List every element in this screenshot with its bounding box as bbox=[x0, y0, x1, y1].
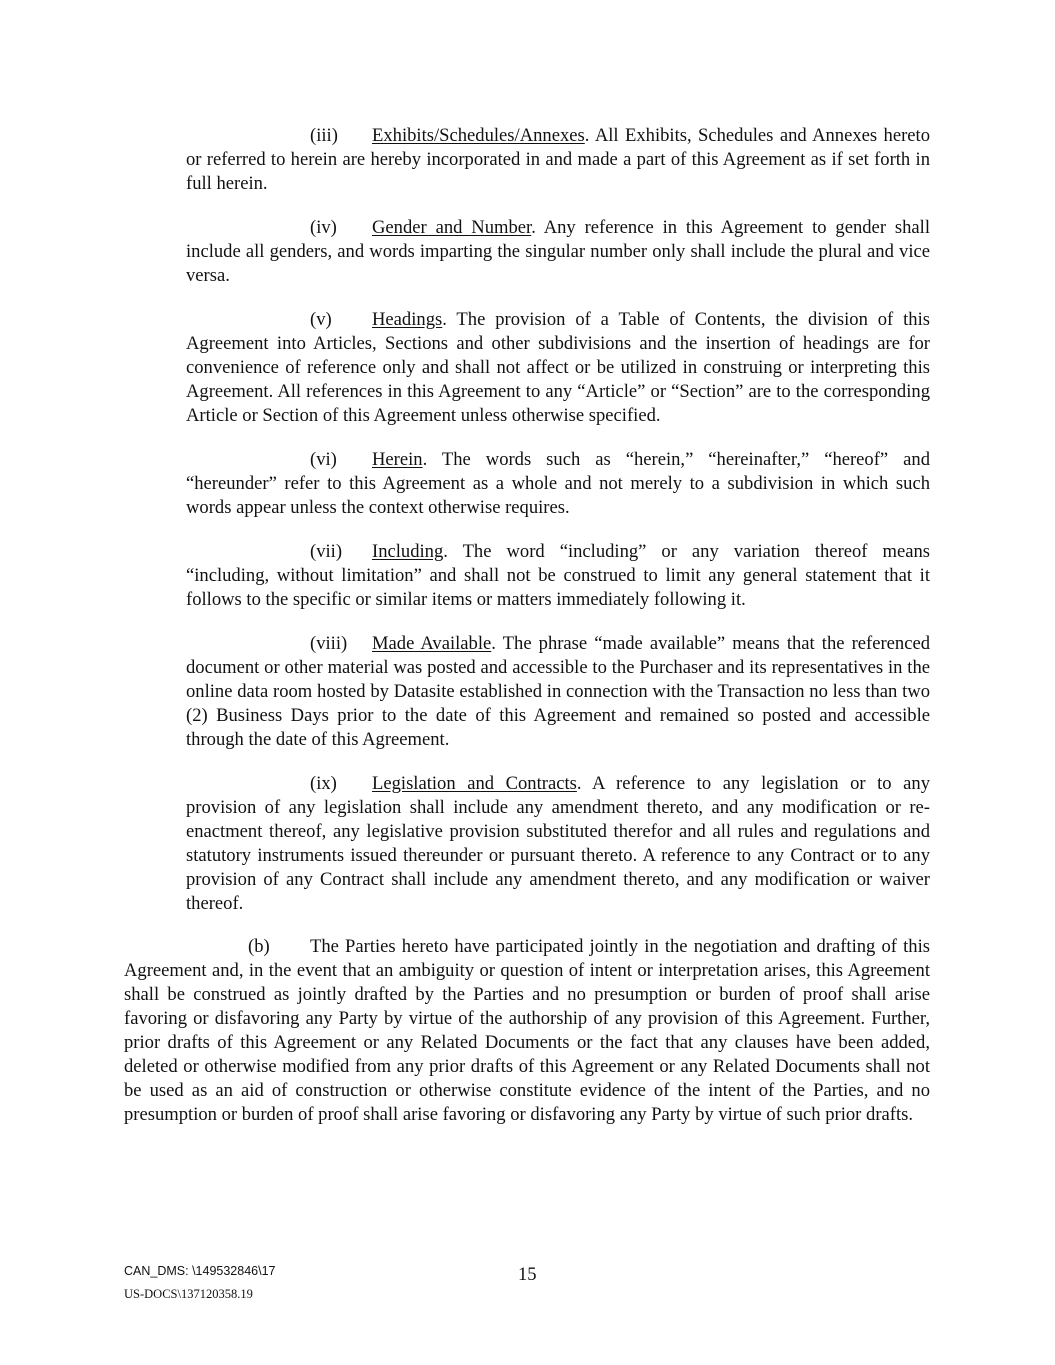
subsection-heading: Made Available bbox=[372, 633, 492, 654]
subsection-iii bbox=[186, 124, 930, 196]
section-number: (b) bbox=[248, 936, 270, 957]
section-b bbox=[124, 935, 930, 1127]
subsection-heading: Legislation and Contracts bbox=[372, 773, 577, 794]
subsection-text: . The words such as “herein,” “hereinafter,” “hereof” and “hereunder” refer to this Agreement as a whole and not merely to a subdivision in which such words appear unless the context otherwise requires. bbox=[186, 449, 930, 518]
subsection-heading: Including bbox=[372, 541, 444, 562]
subsection-text: . The word “including” or any variation thereof means “including, without limitation” and shall not be construed to limit any general statement that it follows to the specific or similar items or matters immediately following it. bbox=[186, 541, 930, 610]
subsection-number: (iv) bbox=[310, 217, 337, 238]
subsection-number: (viii) bbox=[310, 633, 348, 654]
subsection-ix bbox=[186, 772, 930, 916]
subsection-text: . All Exhibits, Schedules and Annexes hereto or referred to herein are hereby incorporated in and made a part of this Agreement as if set forth in full herein. bbox=[186, 125, 930, 194]
subsection-heading: Herein bbox=[372, 449, 423, 470]
subsection-vii bbox=[186, 540, 930, 612]
subsection-number: (iii) bbox=[310, 125, 338, 146]
subsection-viii bbox=[186, 632, 930, 752]
subsection-iv bbox=[186, 216, 930, 288]
subsection-text: . A reference to any legislation or to any provision of any legislation shall include any amendment thereto, and any modification or re-enactment thereof, any legislative provision substituted therefor and all rules and regulations and statutory instruments issued thereunder or pursuant thereto. A reference to any Contract or to any provision of any Contract shall include any amendment thereto, and any modification or waiver thereof. bbox=[186, 773, 931, 914]
page-number: 15 bbox=[518, 1264, 537, 1285]
subsection-v bbox=[186, 308, 930, 428]
subsection-number: (vi) bbox=[310, 449, 337, 470]
footer-doc-id-2: US-DOCS\137120358.19 bbox=[124, 1287, 253, 1301]
subsection-text: . The phrase “made available” means that the referenced document or other material was posted and accessible to the Purchaser and its representatives in the online data room hosted by Datasite established in connection with the Transaction no less than two (2) Business Days prior to the date of this Agreement and remained so posted and accessible through the date of this Agreement. bbox=[186, 633, 930, 750]
subsection-number: (v) bbox=[310, 309, 332, 330]
subsection-number: (vii) bbox=[310, 541, 343, 562]
subsection-number: (ix) bbox=[310, 773, 337, 794]
subsection-text: . Any reference in this Agreement to gender shall include all genders, and words imparting the singular number only shall include the plural and vice versa. bbox=[186, 217, 930, 286]
subsection-vi bbox=[186, 448, 930, 520]
subsection-text: . The provision of a Table of Contents, the division of this Agreement into Articles, Sections and other subdivisions and the insertion of headings are for convenience of reference only and shall not affect or be utilized in construing or interpreting this Agreement. All references in this Agreement to any “Article” or “Section” are to the corresponding Article or Section of this Agreement unless otherwise specified. bbox=[186, 309, 930, 426]
subsection-heading: Headings bbox=[372, 309, 443, 330]
subsection-heading: Gender and Number bbox=[372, 217, 532, 238]
subsection-heading: Exhibits/Schedules/Annexes bbox=[372, 125, 585, 146]
section-text: The Parties hereto have participated jointly in the negotiation and drafting of this Agreement and, in the event that an ambiguity or question of intent or interpretation arises, this Agreement shall be construed as jointly drafted by the Parties and no presumption or burden of proof shall arise favoring or disfavoring any Party by virtue of the authorship of any provision of this Agreement. Further, prior drafts of this Agreement or any Related Documents or the fact that any clauses have been added, deleted or otherwise modified from any prior drafts of this Agreement or any Related Documents shall not be used as an aid of construction or otherwise constitute evidence of the intent of the Parties, and no presumption or burden of proof shall arise favoring or disfavoring any Party by virtue of such prior drafts. bbox=[124, 936, 930, 1125]
footer-doc-id-1: CAN_DMS: \149532846\17 bbox=[124, 1264, 276, 1278]
